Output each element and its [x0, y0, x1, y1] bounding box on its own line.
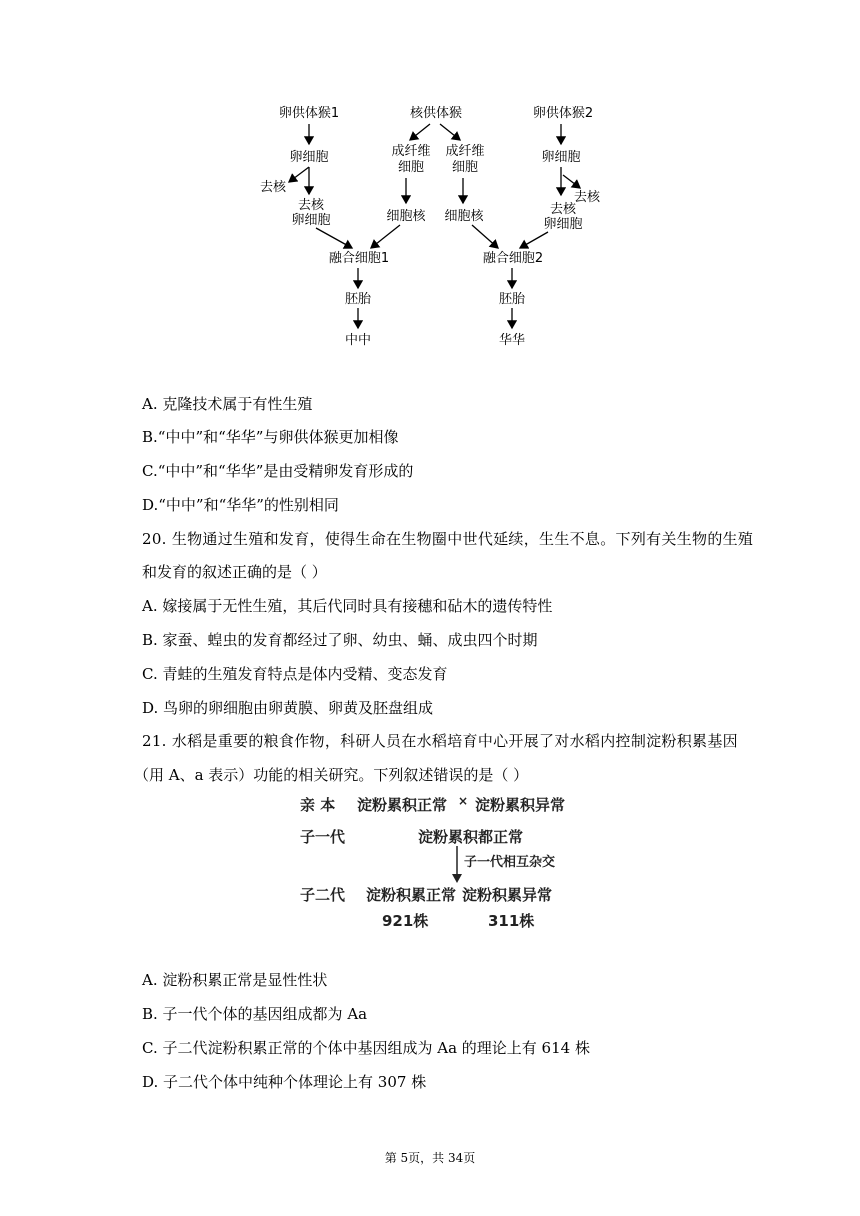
cross-f1-value: 淀粉累积都正常 [418, 828, 524, 846]
fibroblast-right-line1: 成纤维 [445, 144, 485, 159]
cross-f2-abnormal: 淀粉积累异常 [462, 886, 553, 904]
arrow [563, 175, 580, 188]
cross-parent-label: 亲 本 [300, 796, 336, 814]
egg-cell-right: 卵细胞 [541, 150, 581, 165]
huahua-label: 华华 [498, 333, 525, 348]
fused-cell-1: 融合细胞1 [328, 251, 390, 266]
q20-stem-line1: 20. 生物通过生殖和发育，使得生命在生物圈中世代延续，生生不息。下列有关生物的生殖 [142, 530, 754, 548]
enucleated-egg-right-line2: 卵细胞 [543, 217, 583, 232]
embryo-left: 胚胎 [344, 292, 371, 307]
flowchart-arrows [0, 0, 860, 360]
fibroblast-left-line2: 细胞 [397, 160, 424, 175]
enucleate-left: 去核 [259, 180, 286, 195]
q19-option-c: C.“中中”和“华华”是由受精卵发育形成的 [142, 462, 414, 480]
egg-donor-1: 卵供体猴1 [278, 106, 340, 121]
arrow [472, 225, 498, 248]
enucleate-right: 去核 [573, 190, 600, 205]
arrow [316, 228, 352, 248]
cross-parent-abnormal: 淀粉累积异常 [475, 796, 566, 814]
arrow [410, 124, 430, 140]
enucleated-egg-left-line1: 去核 [297, 198, 324, 213]
cross-parent-normal: 淀粉累积正常 [357, 796, 448, 814]
q21-option-c: C. 子二代淀粉积累正常的个体中基因组成为 Aa 的理论上有 614 株 [142, 1039, 590, 1057]
cross-f2-normal: 淀粉积累正常 [366, 886, 457, 904]
q19-option-b: B.“中中”和“华华”与卵供体猴更加相像 [142, 428, 399, 446]
egg-donor-2: 卵供体猴2 [532, 106, 594, 121]
embryo-right: 胚胎 [498, 292, 525, 307]
cross-selfing-label: 子一代相互杂交 [464, 855, 556, 870]
q21-option-b: B. 子一代个体的基因组成都为 Aa [142, 1005, 368, 1023]
cloning-flowchart [0, 0, 860, 360]
q20-option-d: D. 鸟卵的卵细胞由卵黄膜、卵黄及胚盘组成 [142, 699, 434, 717]
cross-f2-abnormal-count: 311株 [488, 912, 535, 930]
cross-f1-label: 子一代 [300, 828, 346, 846]
fused-cell-2: 融合细胞2 [482, 251, 544, 266]
enucleated-egg-right-line1: 去核 [549, 202, 576, 217]
arrow [371, 225, 400, 248]
nucleus-donor: 核供体猴 [409, 106, 462, 121]
egg-cell-left: 卵细胞 [289, 150, 329, 165]
cross-f2-normal-count: 921株 [382, 912, 429, 930]
q19-option-d: D.“中中”和“华华”的性别相同 [142, 496, 339, 514]
fibroblast-left-line1: 成纤维 [391, 144, 431, 159]
q20-stem-line2: 和发育的叙述正确的是（ ） [142, 563, 327, 581]
q21-option-d: D. 子二代个体中纯种个体理论上有 307 株 [142, 1073, 427, 1091]
q21-stem-line2: （用 A、a 表示）功能的相关研究。下列叙述错误的是（ ） [134, 766, 529, 784]
q19-option-a: A. 克隆技术属于有性生殖 [142, 395, 313, 413]
arrow [289, 167, 309, 182]
q21-option-a: A. 淀粉积累正常是显性性状 [142, 971, 328, 989]
page-footer: 第 5页，共 34页 [384, 1151, 476, 1165]
q20-option-c: C. 青蛙的生殖发育特点是体内受精、变态发育 [142, 665, 448, 683]
q20-option-a: A. 嫁接属于无性生殖，其后代同时具有接穗和砧木的遗传特性 [142, 597, 553, 615]
q20-option-b: B. 家蚕、蝗虫的发育都经过了卵、幼虫、蛹、成虫四个时期 [142, 631, 538, 649]
q21-stem-line1: 21. 水稻是重要的粮食作物，科研人员在水稻培育中心开展了对水稻内控制淀粉积累基因 [142, 732, 738, 750]
cell-nucleus-right: 细胞核 [444, 209, 484, 224]
fibroblast-right-line2: 细胞 [451, 160, 478, 175]
arrow [440, 124, 460, 140]
enucleated-egg-left-line2: 卵细胞 [291, 213, 331, 228]
cross-symbol: × [458, 794, 469, 808]
zhongzhong-label: 中中 [344, 333, 371, 348]
selfing-arrow [450, 846, 464, 884]
cell-nucleus-left: 细胞核 [386, 209, 426, 224]
arrow [520, 232, 548, 248]
cross-f2-label: 子二代 [300, 886, 346, 904]
